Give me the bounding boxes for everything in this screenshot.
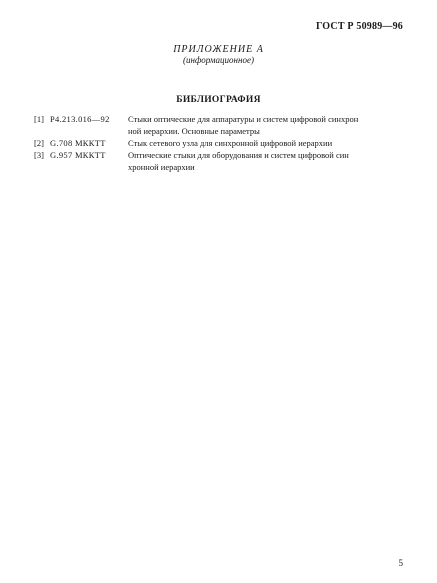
- entry-description-line: Стык сетевого узла для синхронной цифровой иерархии: [128, 138, 333, 148]
- appendix-title: ПРИЛОЖЕНИЕ А: [173, 44, 264, 55]
- entry-description-line: Стыки оптические для аппаратуры и систем цифровой синхрон: [128, 114, 359, 124]
- entry-number: [1]: [34, 114, 44, 124]
- entry-number: [3]: [34, 150, 44, 160]
- section-title: БИБЛИОГРАФИЯ: [176, 95, 261, 105]
- entry-reference: G.708 МККТТ: [50, 138, 106, 148]
- appendix-subtitle: (информационное): [183, 55, 254, 65]
- document-code: ГОСТ Р 50989—96: [315, 21, 403, 32]
- entry-number: [2]: [34, 138, 44, 148]
- entry-description: [128, 149, 406, 173]
- bibliography-list: [34, 113, 406, 173]
- entry-description-line: ной иерархии. Основные параметры: [128, 126, 260, 136]
- entry-description: [128, 113, 406, 137]
- entry-description: [128, 137, 406, 149]
- entry-reference: G.957 МККТТ: [50, 150, 106, 160]
- page-number: 5: [398, 558, 403, 568]
- bibliography-entry: [34, 149, 406, 173]
- entry-reference: Р4.213.016—92: [50, 114, 110, 124]
- bibliography-entry: [34, 137, 406, 149]
- bibliography-entry: [34, 113, 406, 137]
- entry-description-line: Оптические стыки для оборудования и систем цифровой син: [128, 150, 349, 160]
- entry-description-line: хронной иерархии: [128, 162, 195, 172]
